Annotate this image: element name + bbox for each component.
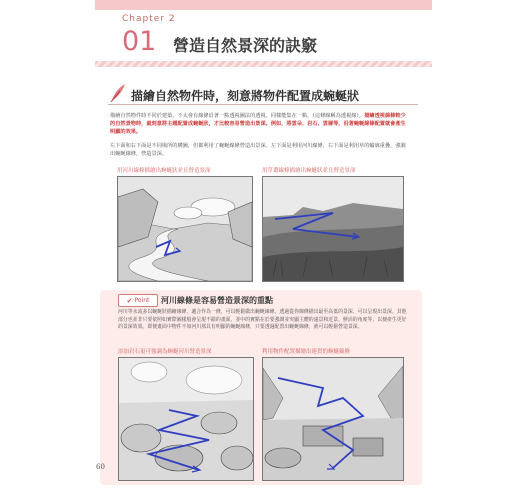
decorative-stripe <box>95 61 432 67</box>
chapter-label: Chapter 2 <box>122 14 176 24</box>
body-paragraph-1 <box>110 112 410 136</box>
point-figure-caption-2: 利用物件配置描繪出連貫的蜿蜒線條 <box>262 349 351 355</box>
point-figure-objects-illustration <box>262 357 404 481</box>
chapter-number: 01 <box>122 26 157 57</box>
top-color-band <box>95 0 432 10</box>
feather-pen-icon <box>108 82 128 104</box>
heading-underline <box>108 104 418 105</box>
point-body: 河川等水流多以蜿蜒狀描繪線條，適合作為一條，可以輕鬆做出蜿蜒線條。透過從你線條描出最至高低的景深，可以呈現出景深。其他部分也並非只要依照如實際圖樣般會呈現不錯的畫面，並中的實點在於要強調並突顯主體的遠景和近景，鮮活的角度等，以便產生更好的景深效果。即便畫面中物件不如河川那具有明顯的蜿蜒線條，只要透過配置出蜿蜒線條，就可以輕鬆營造景深。 <box>118 309 407 330</box>
page-number: 60 <box>96 463 105 471</box>
point-title: 河川線條是容易營造景深的重點 <box>161 296 273 305</box>
figure-caption-1: 用河川線條描繪出蜿蜒狀並且營造景深 <box>117 168 211 174</box>
figure-caption-2: 用草叢線條描繪出蜿蜒狀並且營造景深 <box>262 168 356 174</box>
paragraph-emphasis: 描繪透視線條較少的自然景物時，最刻意將主題配置成蜿蜒狀，才比較容易營造出景深。例如，將雲朵、岩石、雲層等，沿著蜿蜒線條配置就會產生明顯的效果。 <box>110 113 406 135</box>
chapter-title: 營造自然景深的訣竅 <box>173 36 318 55</box>
point-badge-label: Point <box>134 297 150 304</box>
point-badge <box>118 294 158 307</box>
figure-grass-illustration <box>262 176 404 282</box>
section-heading: 描繪自然物件時，刻意將物件配置成蜿蜒狀 <box>131 89 360 103</box>
figure-river-illustration <box>117 176 253 282</box>
check-icon: ✔ <box>126 296 133 305</box>
body-paragraph-2: 左下面和右下面是不同場所的構圖，但都利用了蜿蜒線條營造出景深。左下面是利用河川線條，右下面是利用草的輪廓重疊，強調出蜿蜒線條，營造景深。 <box>110 143 406 157</box>
paragraph-lead: 描繪自然物件時不同於建築，不太會有線條沿著一點透視圖法的透視。同樣能集在一點，（這條線稱為透視線）。 <box>110 113 365 119</box>
point-figure-caption-1: 添加岩石更可強調為蜿蜒河川營造景深 <box>118 349 212 355</box>
point-figure-rocks-illustration <box>118 357 254 481</box>
